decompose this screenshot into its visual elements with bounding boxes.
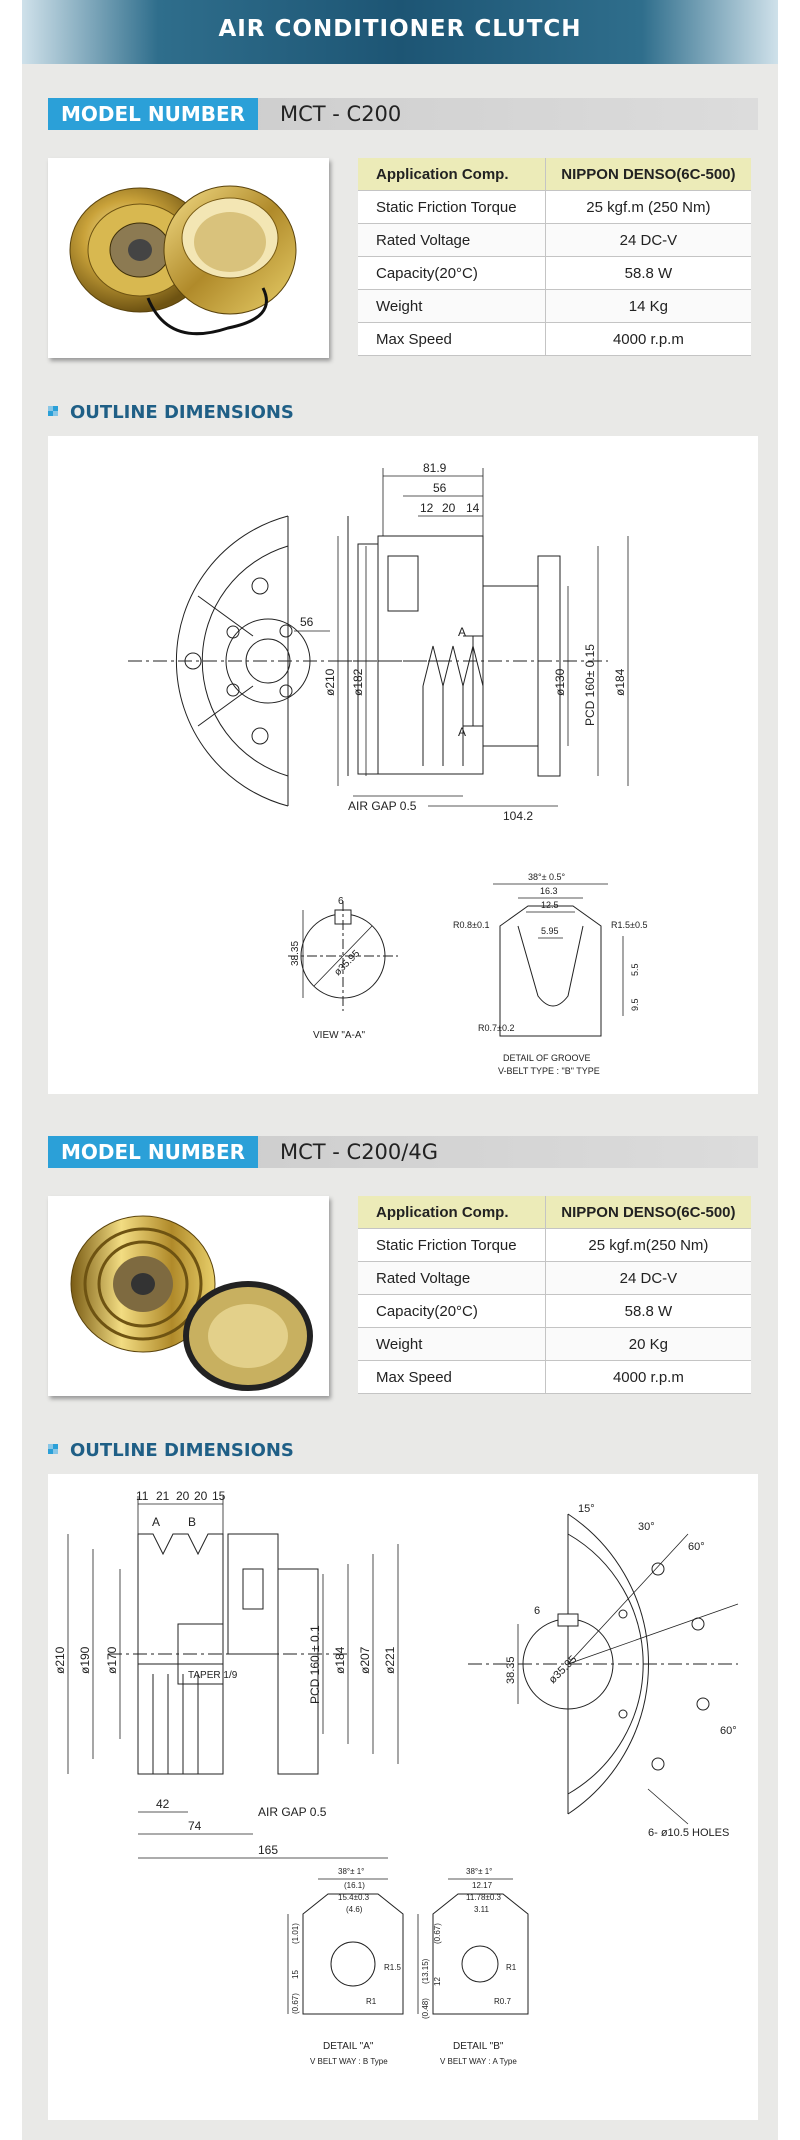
- model-number-value: MCT - C200: [280, 102, 402, 126]
- spec-value: 58.8 W: [545, 257, 751, 290]
- dim-label: ø207: [358, 1646, 372, 1674]
- dim-label: 38.35: [505, 1656, 517, 1684]
- dim-label: 60°: [720, 1725, 737, 1737]
- table-row: [358, 1361, 751, 1394]
- dim-label: 56: [433, 481, 447, 495]
- product-photo: [48, 158, 329, 358]
- spec-value: 4000 r.p.m: [545, 1361, 751, 1394]
- spec-value: 58.8 W: [545, 1295, 751, 1328]
- dim-label: 38°± 0.5°: [528, 872, 566, 882]
- dim-label: ø35.95: [546, 1653, 580, 1687]
- detail-caption: DETAIL "B": [453, 2041, 504, 2052]
- dim-label: ø182: [351, 668, 365, 696]
- spec-table: [358, 158, 751, 356]
- dim-label: ø184: [613, 668, 627, 696]
- spec-value: 4000 r.p.m: [545, 323, 751, 356]
- dim-label: 11: [136, 1489, 149, 1503]
- table-row: [358, 1295, 751, 1328]
- outline-drawing: [48, 1474, 758, 2120]
- dim-label: 15°: [578, 1503, 595, 1515]
- dim-label: (16.1): [344, 1881, 365, 1890]
- dim-label: ø190: [78, 1646, 92, 1674]
- table-row: [358, 1262, 751, 1295]
- dim-label: 12: [433, 1977, 442, 1986]
- spec-value: 24 DC-V: [545, 1262, 751, 1295]
- table-row: [358, 224, 751, 257]
- spec-value: 25 kgf.m (250 Nm): [545, 191, 751, 224]
- clutch-photo-illustration: [48, 1196, 329, 1396]
- taper-label: TAPER 1/9: [188, 1670, 238, 1681]
- table-row: [358, 1196, 751, 1229]
- spec-name: Static Friction Torque: [358, 191, 545, 224]
- dim-label: 15: [212, 1489, 226, 1503]
- spec-name: Rated Voltage: [358, 1262, 545, 1295]
- dim-label: R1: [366, 1997, 377, 2006]
- dim-label: 5.95: [541, 926, 559, 936]
- dim-label: 38.35: [290, 940, 301, 966]
- dim-label: ø130: [553, 668, 567, 696]
- dim-label: 14: [466, 501, 480, 515]
- page-title: AIR CONDITIONER CLUTCH: [218, 16, 582, 42]
- dim-label: PCD 160± 0.15: [583, 644, 597, 726]
- dim-label: 56: [300, 615, 314, 629]
- model-number-label: MODEL NUMBER: [48, 1136, 258, 1168]
- groove-mark: B: [188, 1515, 197, 1529]
- dim-label: (0.67): [433, 1923, 442, 1944]
- spec-value: 14 Kg: [545, 290, 751, 323]
- outline-drawing: [48, 436, 758, 1094]
- dim-label: R1.5: [384, 1963, 401, 1972]
- spec-name: Application Comp.: [358, 1196, 545, 1229]
- dim-label: 6: [534, 1605, 541, 1617]
- spec-name: Application Comp.: [358, 158, 545, 191]
- spec-name: Max Speed: [358, 323, 545, 356]
- dim-label: (1.01): [291, 1923, 300, 1944]
- dim-label: 12: [420, 501, 434, 515]
- dim-label: 12.17: [472, 1881, 493, 1890]
- spec-value: NIPPON DENSO(6C-500): [545, 1196, 751, 1229]
- dim-label: 165: [258, 1843, 279, 1857]
- product-photo: [48, 1196, 329, 1396]
- table-row: [358, 158, 751, 191]
- spec-name: Rated Voltage: [358, 224, 545, 257]
- spec-value: NIPPON DENSO(6C-500): [545, 158, 751, 191]
- view-a-a: [288, 901, 398, 1011]
- dim-label: 30°: [638, 1521, 655, 1533]
- dim-label: ø170: [105, 1646, 119, 1674]
- spec-value: 20 Kg: [545, 1328, 751, 1361]
- model-number-bar: [48, 1136, 758, 1168]
- dim-label: 15.4±0.3: [338, 1893, 370, 1902]
- spec-name: Max Speed: [358, 1361, 545, 1394]
- dim-label: 9.5: [630, 998, 640, 1011]
- dim-label: ø184: [333, 1646, 347, 1674]
- dim-label: (0.67): [291, 1993, 300, 2014]
- dim-label: 5.5: [630, 963, 640, 976]
- groove-mark: A: [152, 1515, 161, 1529]
- side-view: [338, 516, 608, 776]
- dim-label: ø210: [323, 668, 337, 696]
- dim-label: 12.5: [541, 900, 559, 910]
- spec-name: Capacity(20°C): [358, 257, 545, 290]
- model-number-value: MCT - C200/4G: [280, 1140, 438, 1164]
- dim-label: 20: [176, 1489, 190, 1503]
- air-gap-label: AIR GAP 0.5: [258, 1805, 327, 1819]
- section-heading: [48, 1440, 294, 1461]
- dim-label: (4.6): [346, 1905, 363, 1914]
- dim-label: 15: [291, 1970, 300, 1979]
- groove-caption: DETAIL OF GROOVE: [503, 1053, 591, 1063]
- dim-label: 3.11: [474, 1905, 489, 1914]
- table-row: [358, 257, 751, 290]
- section-mark: A: [458, 625, 467, 639]
- dim-label: ø221: [383, 1646, 397, 1674]
- detail-caption: DETAIL "A": [323, 2041, 374, 2052]
- dim-label: R0.7±0.2: [478, 1023, 515, 1033]
- section-mark: A: [458, 725, 467, 739]
- bullet-square-icon: [48, 406, 58, 416]
- spec-value: 24 DC-V: [545, 224, 751, 257]
- detail-subcaption: V BELT WAY : B Type: [310, 2057, 388, 2066]
- dim-label: 21: [156, 1489, 170, 1503]
- dim-label: 38°± 1°: [466, 1867, 493, 1876]
- dim-label: R1: [506, 1963, 517, 1972]
- table-row: [358, 323, 751, 356]
- header-banner: [22, 0, 778, 64]
- spec-name: Weight: [358, 290, 545, 323]
- spec-name: Weight: [358, 1328, 545, 1361]
- holes-label: 6- ø10.5 HOLES: [648, 1827, 730, 1839]
- dim-label: 20: [442, 501, 456, 515]
- dim-label: R1.5±0.5: [611, 920, 648, 930]
- air-gap-label: AIR GAP 0.5: [348, 799, 417, 813]
- section-title: OUTLINE DIMENSIONS: [70, 402, 294, 423]
- dim-label: 104.2: [503, 809, 534, 823]
- dim-label: 6: [338, 896, 344, 907]
- model-number-bar: [48, 98, 758, 130]
- dim-label: PCD 160 ± 0.1: [308, 1625, 322, 1704]
- dim-label: 60°: [688, 1541, 705, 1553]
- clutch-photo-illustration: [48, 158, 329, 358]
- dim-label: 11.78±0.3: [466, 1893, 501, 1902]
- spec-table: [358, 1196, 751, 1394]
- groove-subcaption: V-BELT TYPE : "B" TYPE: [498, 1066, 600, 1076]
- dim-label: 74: [188, 1819, 202, 1833]
- model-number-label: MODEL NUMBER: [48, 98, 258, 130]
- view-caption: VIEW "A-A": [313, 1030, 366, 1041]
- dim-label: R0.7: [494, 1997, 511, 2006]
- dim-label: ø210: [53, 1646, 67, 1674]
- dim-label: 81.9: [423, 461, 447, 475]
- table-row: [358, 1328, 751, 1361]
- dim-label: ø35.95: [332, 948, 363, 979]
- dim-label: 16.3: [540, 886, 558, 896]
- section-heading: [48, 402, 294, 423]
- dim-label: (13.15): [421, 1958, 430, 1984]
- table-row: [358, 191, 751, 224]
- table-row: [358, 1229, 751, 1262]
- spec-value: 25 kgf.m(250 Nm): [545, 1229, 751, 1262]
- bullet-square-icon: [48, 1444, 58, 1454]
- detail-subcaption: V BELT WAY : A Type: [440, 2057, 517, 2066]
- dim-label: 38°± 1°: [338, 1867, 365, 1876]
- section-title: OUTLINE DIMENSIONS: [70, 1440, 294, 1461]
- spec-name: Capacity(20°C): [358, 1295, 545, 1328]
- dim-label: (0.48): [421, 1998, 430, 2019]
- spec-name: Static Friction Torque: [358, 1229, 545, 1262]
- dim-label: 42: [156, 1797, 170, 1811]
- dim-label: 20: [194, 1489, 208, 1503]
- dim-label: R0.8±0.1: [453, 920, 490, 930]
- table-row: [358, 290, 751, 323]
